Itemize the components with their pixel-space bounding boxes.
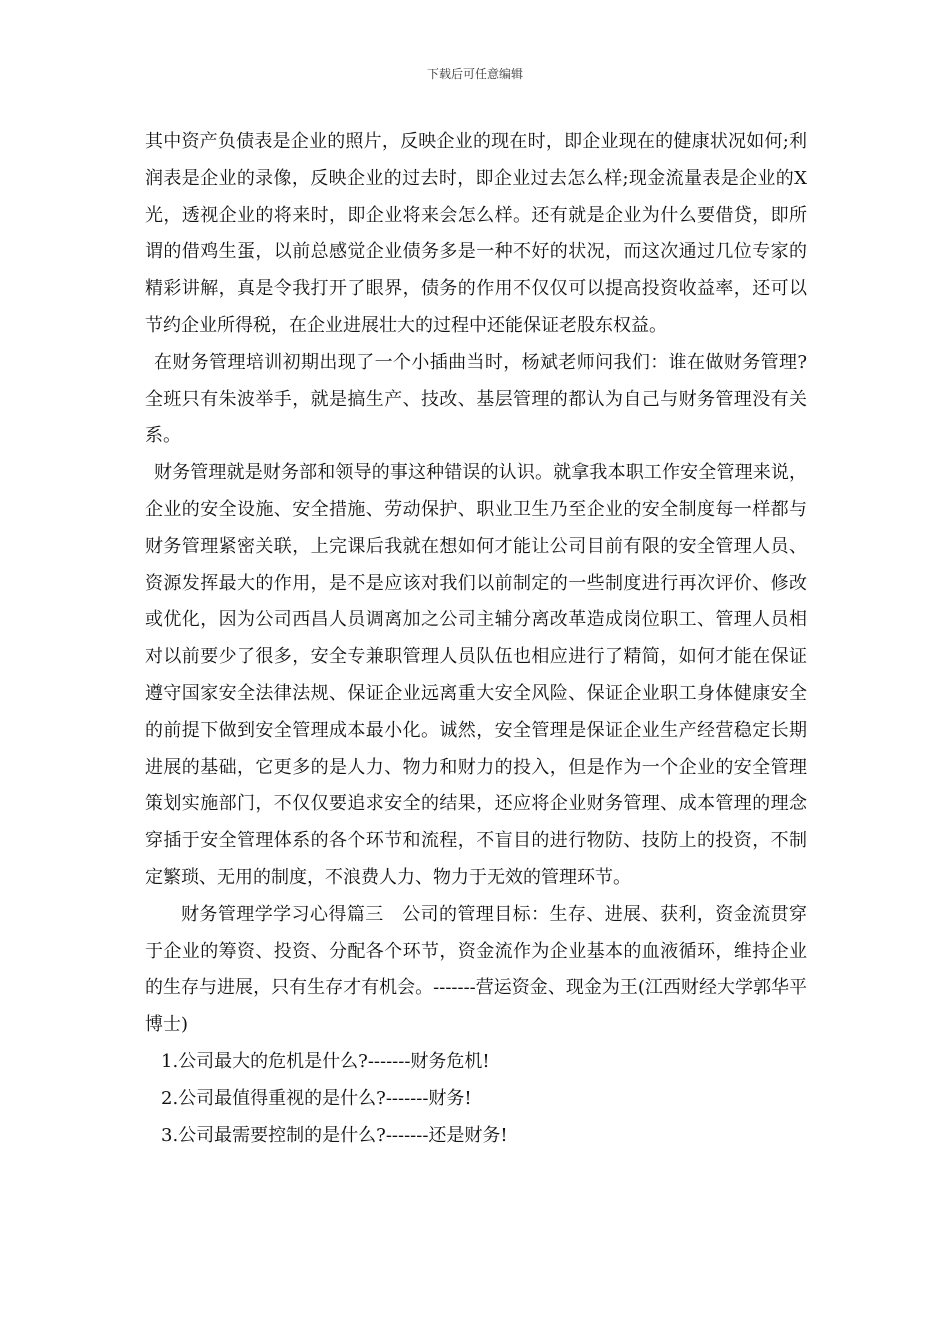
page-header: 下载后可任意编辑 [426, 67, 523, 81]
list-item: 3.公司最需要控制的是什么?-------还是财务! [161, 1124, 508, 1146]
paragraph-3: 财务管理就是财务部和领导的事这种错误的认识。就拿我本职工作安全管理来说，企业的安全设施、安全措施、劳动保护、职业卫生乃至企业的安全制度每一样都与财务管理紧密关联，上完课后我就在想如何才能让公司目前有限的安全管理人员、资源发挥最大的作用，是不是应该对我们以前制定的一些制度进行再次评价、修改或优化，因为公司西昌人员调离加之公司主辅分离改革造成岗位职工、管理人员相对以前要少了很多，安全专兼职管理人员队伍也相应进行了精简，如何才能在保证遵守国家安全法律法规、保证企业远离重大安全风险、保证企业职工身体健康安全的前提下做到安全管理成本最小化。诚然，安全管理是保证企业生产经营稳定长期进展的基础，它更多的是人力、物力和财力的投入，但是作为一个企业的安全管理策划实施部门，不仅仅要追求安全的结果，还应将企业财务管理、成本管理的理念穿插于安全管理体系的各个环节和流程，不盲目的进行物防、技防上的投资，不制定繁琐、无用的制度，不浪费人力、物力于无效的管理环节。 [145, 462, 807, 888]
document-body [145, 124, 807, 1154]
list-item: 1.公司最大的危机是什么?-------财务危机! [161, 1050, 490, 1072]
paragraph-1: 其中资产负债表是企业的照片，反映企业的现在时，即企业现在的健康状况如何;利润表是企业的录像，反映企业的过去时，即企业过去怎么样;现金流量表是企业的X光，透视企业的将来时，即企业将来会怎么样。还有就是企业为什么要借贷，即所谓的借鸡生蛋，以前总感觉企业债务多是一种不好的状况，而这次通过几位专家的精彩讲解，真是令我打开了眼界，债务的作用不仅仅可以提高投资收益率，还可以节约企业所得税，在企业进展壮大的过程中还能保证老股东权益。 [145, 131, 807, 336]
paragraph-2: 在财务管理培训初期出现了一个小插曲当时，杨斌老师问我们：谁在做财务管理?全班只有朱波举手，就是搞生产、技改、基层管理的都认为自己与财务管理没有关系。 [145, 351, 807, 447]
list-item: 2.公司最值得重视的是什么?-------财务! [161, 1087, 472, 1109]
paragraph-4: 财务管理学学习心得篇三 公司的管理目标：生存、进展、获利，资金流贯穿于企业的筹资、投资、分配各个环节，资金流作为企业基本的血液循环，维持企业的生存与进展，只有生存才有机会。-------营运资金、现金为王(江西财经大学郭华平博士) [145, 903, 807, 1036]
